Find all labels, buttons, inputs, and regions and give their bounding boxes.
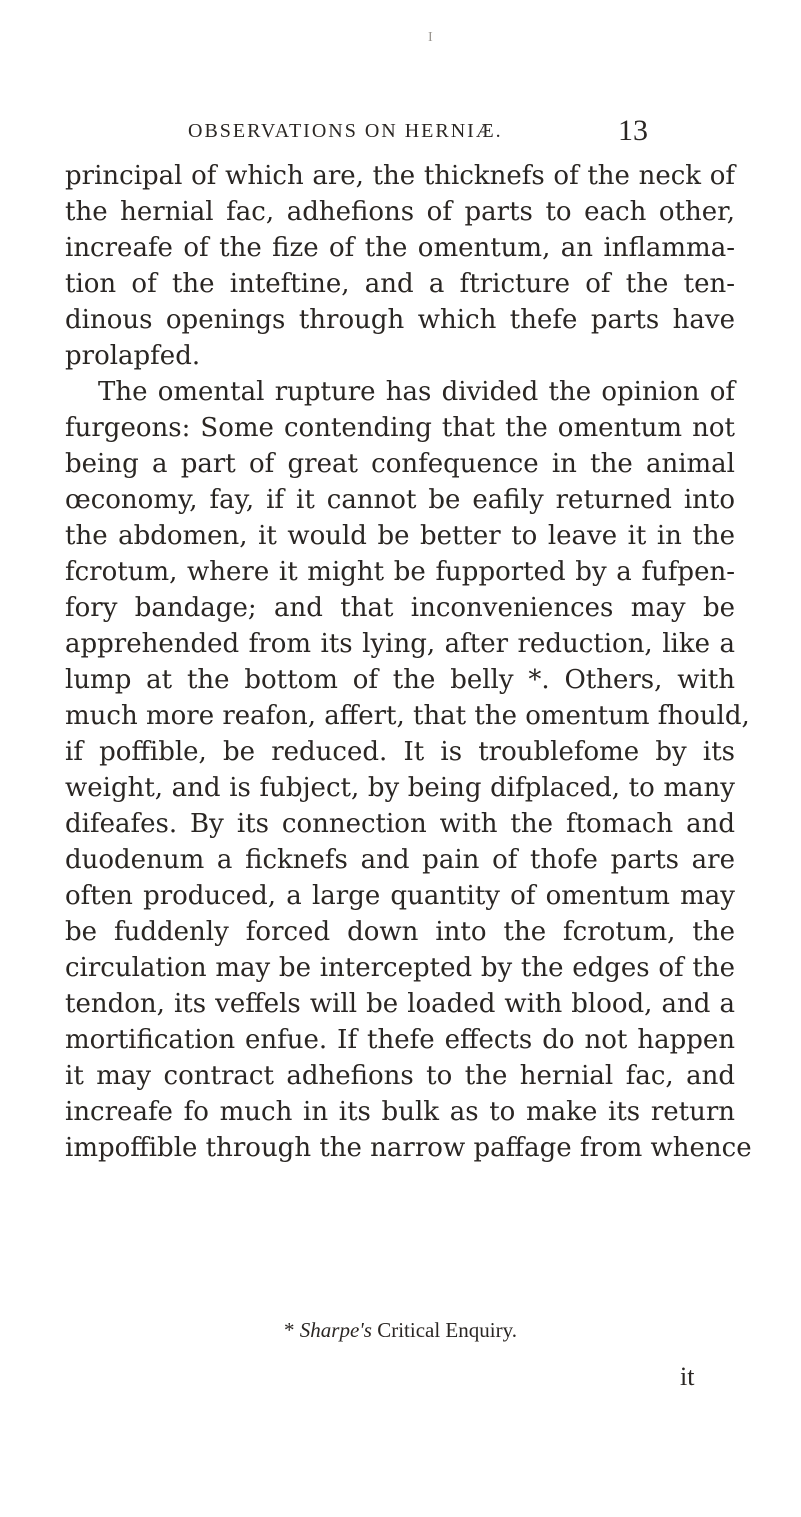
running-head-title: OBSERVATIONS ON HERNIÆ. <box>188 120 503 142</box>
text-line: increafe of the fize of the omentum, an inflamma- <box>65 233 735 263</box>
text-line: weight, and is fubject, by being difplaced, to many <box>65 773 735 803</box>
text-line: if poffible, be reduced. It is troublefome by its <box>65 737 735 767</box>
page-number: 13 <box>618 114 648 147</box>
text-line: increafe fo much in its bulk as to make its return <box>65 1097 735 1127</box>
text-line: fory bandage; and that inconveniences may be <box>65 593 735 623</box>
footnote-marker: * <box>284 1318 295 1342</box>
text-line: lump at the bottom of the belly *. Others, with <box>65 665 735 695</box>
paper-mark: I <box>428 30 433 45</box>
text-line: impoffible through the narrow paffage from whence <box>65 1133 752 1163</box>
text-line: it may contract adhefions to the hernial fac, and <box>65 1061 735 1091</box>
text-line: much more reafon, affert, that the omentum fhould, <box>65 701 750 731</box>
footnote-author: Sharpe's <box>299 1318 372 1342</box>
footnote <box>0 1318 801 1343</box>
text-line: mortification enfue. If thefe effects do not happen <box>65 1025 735 1055</box>
text-line: the abdomen, it would be better to leave it in the <box>65 521 735 551</box>
text-line: dinous openings through which thefe parts have <box>65 305 735 335</box>
text-line: prolapfed. <box>65 341 201 371</box>
footnote-text: Critical Enquiry. <box>377 1318 517 1342</box>
text-line: principal of which are, the thicknefs of the neck of <box>65 161 735 191</box>
text-line: The omental rupture has divided the opinion of <box>98 377 735 407</box>
text-line: furgeons: Some contending that the omentum not <box>65 413 735 443</box>
text-line: tendon, its veffels will be loaded with blood, and a <box>65 989 735 1019</box>
text-line: fcrotum, where it might be fupported by a fufpen- <box>65 557 735 587</box>
text-line: be fuddenly forced down into the fcrotum, the <box>65 917 735 947</box>
body-text <box>65 158 752 1166</box>
running-head <box>0 112 801 152</box>
text-line: apprehended from its lying, after reduction, like a <box>65 629 735 659</box>
text-line: tion of the inteftine, and a ftricture of the ten- <box>65 269 735 299</box>
text-line: the hernial fac, adhefions of parts to each other, <box>65 197 735 227</box>
text-line: duodenum a ficknefs and pain of thofe parts are <box>65 845 735 875</box>
text-line: often produced, a large quantity of omentum may <box>65 881 735 911</box>
text-line: difeafes. By its connection with the ftomach and <box>65 809 735 839</box>
text-line: circulation may be intercepted by the edges of the <box>65 953 735 983</box>
text-line: œconomy, fay, if it cannot be eafily returned into <box>65 485 735 515</box>
catchword: it <box>680 1362 695 1391</box>
text-line: being a part of great confequence in the animal <box>65 449 735 479</box>
